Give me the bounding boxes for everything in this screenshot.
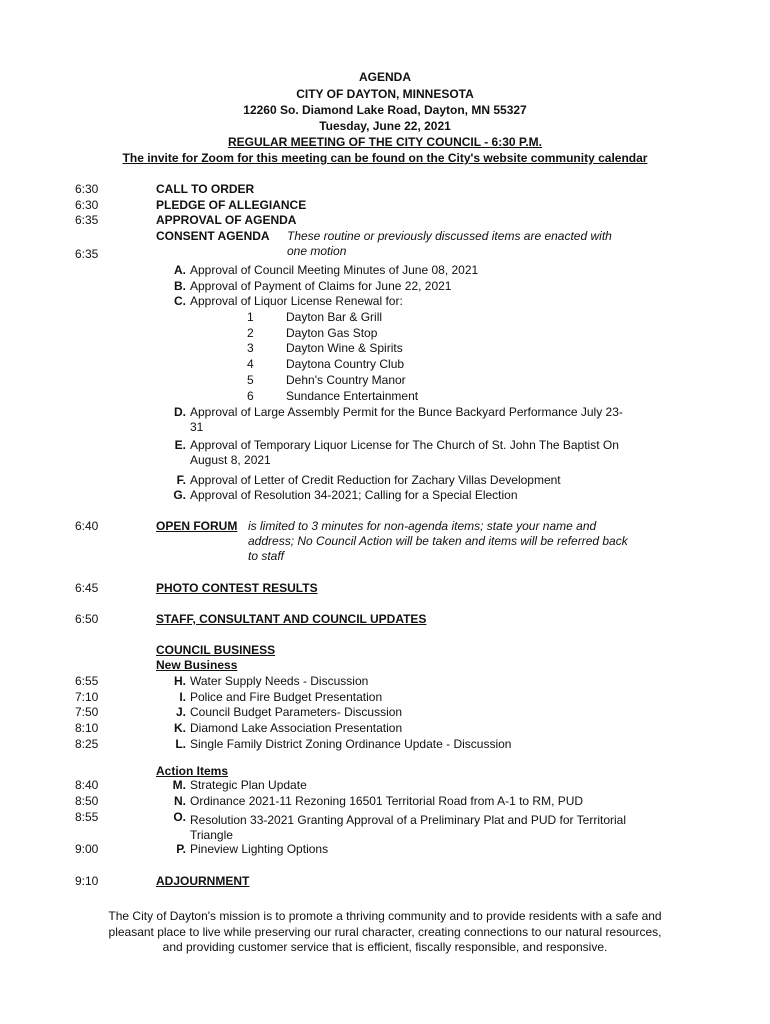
action-item: Pineview Lighting Options <box>190 842 329 856</box>
item-letter: F. <box>176 473 186 487</box>
header-title: AGENDA <box>358 70 411 84</box>
license-number: 6 <box>247 389 254 403</box>
item-time: 8:50 <box>75 794 99 808</box>
consent-item-cont: August 8, 2021 <box>190 453 271 467</box>
license-name: Dayton Bar & Grill <box>286 310 383 324</box>
consent-item: Approval of Payment of Claims for June 22, 2021 <box>190 279 452 293</box>
license-name: Sundance Entertainment <box>286 389 419 403</box>
consent-note: These routine or previously discussed items are enacted with <box>287 229 612 243</box>
item-time: 6:30 <box>75 182 99 196</box>
item-letter: I. <box>179 690 186 704</box>
item-time: 8:10 <box>75 721 99 735</box>
subsection-new-business: New Business <box>156 658 238 672</box>
item-letter: H. <box>174 674 186 688</box>
item-time: 9:00 <box>75 842 99 856</box>
item-time: 8:40 <box>75 778 99 792</box>
license-name: Dayton Gas Stop <box>286 326 378 340</box>
business-item: Water Supply Needs - Discussion <box>190 674 369 688</box>
item-letter: J. <box>175 705 186 719</box>
item-time: 6:35 <box>75 213 99 227</box>
item-time: 6:30 <box>75 198 99 212</box>
mission-statement: The City of Dayton's mission is to promote a thriving community and to provide residents with a safe and <box>108 909 662 923</box>
license-number: 1 <box>247 310 254 324</box>
header-date: Tuesday, June 22, 2021 <box>319 119 451 133</box>
item-letter: C. <box>174 294 186 308</box>
consent-item: Approval of Resolution 34-2021; Calling for a Special Election <box>190 488 518 502</box>
consent-note: one motion <box>287 244 347 258</box>
license-number: 5 <box>247 373 254 387</box>
mission-statement: and providing customer service that is efficient, fiscally responsible, and responsive. <box>162 940 608 954</box>
header-city: CITY OF DAYTON, MINNESOTA <box>296 87 474 101</box>
subsection-action-items: Action Items <box>156 764 229 778</box>
header-zoom-note: The invite for Zoom for this meeting can be found on the City's website community calendar <box>122 151 648 165</box>
item-letter: M. <box>172 778 186 792</box>
license-number: 4 <box>247 357 254 371</box>
section-pledge: PLEDGE OF ALLEGIANCE <box>156 198 307 212</box>
section-open-forum: OPEN FORUM <box>156 519 238 533</box>
item-letter: G. <box>173 488 186 502</box>
business-item: Council Budget Parameters- Discussion <box>190 705 403 719</box>
consent-item-cont: 31 <box>190 420 204 434</box>
item-time: 6:50 <box>75 612 99 626</box>
item-time: 9:10 <box>75 874 99 888</box>
section-consent-agenda: CONSENT AGENDA <box>156 229 270 243</box>
business-item: Single Family District Zoning Ordinance Update - Discussion <box>190 737 512 751</box>
license-number: 3 <box>247 341 254 355</box>
header-address: 12260 So. Diamond Lake Road, Dayton, MN 55327 <box>243 103 527 117</box>
item-letter: N. <box>174 794 186 808</box>
action-item-cont: Triangle <box>190 828 233 842</box>
license-name: Dayton Wine & Spirits <box>286 341 403 355</box>
open-forum-note: is limited to 3 minutes for non-agenda items; state your name and <box>248 519 597 533</box>
action-item: Strategic Plan Update <box>190 778 307 792</box>
item-time: 6:45 <box>75 581 99 595</box>
section-adjournment: ADJOURNMENT <box>156 874 250 888</box>
open-forum-note: address; No Council Action will be taken and items will be referred back <box>248 534 628 548</box>
header-meeting: REGULAR MEETING OF THE CITY COUNCIL - 6:30 P.M. <box>227 135 543 149</box>
section-photo-contest: PHOTO CONTEST RESULTS <box>156 581 318 595</box>
consent-item: Approval of Large Assembly Permit for the Bunce Backyard Performance July 23- <box>190 405 623 419</box>
action-item: Resolution 33-2021 Granting Approval of a Preliminary Plat and PUD for Territorial <box>190 813 626 827</box>
item-letter: A. <box>174 263 186 277</box>
item-time: 6:55 <box>75 674 99 688</box>
item-letter: E. <box>174 438 186 452</box>
consent-item: Approval of Temporary Liquor License for The Church of St. John The Baptist On <box>190 438 619 452</box>
license-name: Daytona Country Club <box>286 357 405 371</box>
section-council-business: COUNCIL BUSINESS <box>156 643 276 657</box>
item-time: 8:25 <box>75 737 99 751</box>
section-updates: STAFF, CONSULTANT AND COUNCIL UPDATES <box>156 612 427 626</box>
license-name: Dehn's Country Manor <box>286 373 406 387</box>
section-call-to-order: CALL TO ORDER <box>156 182 255 196</box>
license-number: 2 <box>247 326 254 340</box>
section-approval-of-agenda: APPROVAL OF AGENDA <box>156 213 297 227</box>
consent-item: Approval of Letter of Credit Reduction for Zachary Villas Development <box>190 473 561 487</box>
item-letter: B. <box>174 279 186 293</box>
item-time: 6:40 <box>75 519 99 533</box>
business-item: Diamond Lake Association Presentation <box>190 721 403 735</box>
item-letter: D. <box>174 405 186 419</box>
action-item: Ordinance 2021-11 Rezoning 16501 Territorial Road from A-1 to RM, PUD <box>190 794 584 808</box>
consent-item: Approval of Council Meeting Minutes of June 08, 2021 <box>190 263 479 277</box>
item-letter: K. <box>174 721 186 735</box>
item-letter: P. <box>176 842 186 856</box>
open-forum-note: to staff <box>248 549 285 563</box>
item-time: 7:50 <box>75 705 99 719</box>
mission-statement: pleasant place to live while preserving our rural character, creating connections to our natural resources, <box>108 925 662 939</box>
item-letter: O. <box>173 810 186 824</box>
item-letter: L. <box>175 737 186 751</box>
consent-item: Approval of Liquor License Renewal for: <box>190 294 403 308</box>
item-time: 6:35 <box>75 247 99 261</box>
item-time: 7:10 <box>75 690 99 704</box>
item-time: 8:55 <box>75 810 99 824</box>
business-item: Police and Fire Budget Presentation <box>190 690 383 704</box>
